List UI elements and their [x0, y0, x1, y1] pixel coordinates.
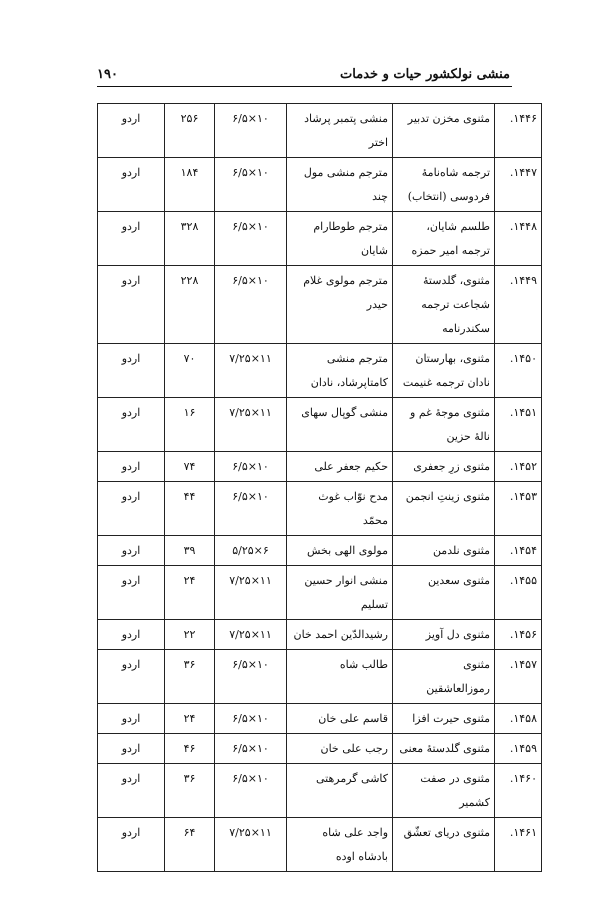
entry-title: مثنوی نلدمن: [393, 536, 495, 566]
entry-author: کاشی گرمرهتی: [287, 764, 393, 818]
entry-language: اردو: [98, 212, 165, 266]
table-row: [98, 344, 542, 398]
entry-language: اردو: [98, 452, 165, 482]
entry-pages: ۱۶: [165, 398, 215, 452]
entry-title: مثنوی مخزن تدبیر: [393, 104, 495, 158]
entry-size: ۱۰×۶/۵: [215, 212, 287, 266]
running-title: منشی نولکشور حیات و خدمات: [340, 67, 510, 82]
entry-author: مدح نوّاب غوث محمّد: [287, 482, 393, 536]
page-header: [97, 64, 512, 87]
entry-size: ۱۰×۶/۵: [215, 764, 287, 818]
table-row: [98, 764, 542, 818]
entry-pages: ۶۴: [165, 818, 215, 872]
entry-pages: ۲۴: [165, 566, 215, 620]
entry-number: ۱۴۵۳.: [495, 482, 542, 536]
entry-number: ۱۴۵۰.: [495, 344, 542, 398]
entry-number: ۱۴۵۸.: [495, 704, 542, 734]
entry-number: ۱۴۴۹.: [495, 266, 542, 344]
table-row: [98, 818, 542, 872]
table-row: [98, 104, 542, 158]
entry-language: اردو: [98, 566, 165, 620]
entry-title: مثنوی موجهٔ غم و نالهٔ حزین: [393, 398, 495, 452]
entry-number: ۱۴۶۱.: [495, 818, 542, 872]
catalog-table-body: [98, 104, 542, 872]
entry-pages: ۳۲۸: [165, 212, 215, 266]
entry-number: ۱۴۴۶.: [495, 104, 542, 158]
table-row: [98, 650, 542, 704]
entry-author: رشیدالدّین احمد خان: [287, 620, 393, 650]
entry-size: ۱۰×۶/۵: [215, 650, 287, 704]
entry-title: مثنوی در صفت کشمیر: [393, 764, 495, 818]
entry-title: مثنوی حیرت افزا: [393, 704, 495, 734]
table-row: [98, 536, 542, 566]
entry-size: ۱۰×۶/۵: [215, 734, 287, 764]
entry-language: اردو: [98, 266, 165, 344]
entry-size: ۱۱×۷/۲۵: [215, 818, 287, 872]
table-row: [98, 566, 542, 620]
entry-number: ۱۴۵۴.: [495, 536, 542, 566]
entry-author: رجب علی خان: [287, 734, 393, 764]
entry-size: ۱۰×۶/۵: [215, 266, 287, 344]
table-row: [98, 158, 542, 212]
table-row: [98, 734, 542, 764]
entry-author: قاسم علی خان: [287, 704, 393, 734]
entry-size: ۱۱×۷/۲۵: [215, 344, 287, 398]
entry-pages: ۷۰: [165, 344, 215, 398]
entry-size: ۶×۵/۲۵: [215, 536, 287, 566]
entry-language: اردو: [98, 764, 165, 818]
entry-author: منشی گوپال سهای: [287, 398, 393, 452]
table-row: [98, 266, 542, 344]
entry-language: اردو: [98, 818, 165, 872]
entry-language: اردو: [98, 344, 165, 398]
entry-number: ۱۴۵۷.: [495, 650, 542, 704]
catalog-table: [97, 103, 542, 872]
entry-number: ۱۴۴۷.: [495, 158, 542, 212]
entry-title: مثنوی، گلدستهٔ شجاعت ترجمه سکندرنامه: [393, 266, 495, 344]
entry-pages: ۲۲: [165, 620, 215, 650]
entry-pages: ۳۹: [165, 536, 215, 566]
page-number: ۱۹۰: [97, 67, 118, 82]
entry-size: ۱۰×۶/۵: [215, 452, 287, 482]
entry-title: مثنوی زینتِ انجمن: [393, 482, 495, 536]
entry-language: اردو: [98, 620, 165, 650]
entry-number: ۱۴۵۵.: [495, 566, 542, 620]
entry-size: ۱۰×۶/۵: [215, 704, 287, 734]
entry-size: ۱۱×۷/۲۵: [215, 566, 287, 620]
entry-size: ۱۱×۷/۲۵: [215, 398, 287, 452]
entry-pages: ۲۲۸: [165, 266, 215, 344]
table-row: [98, 452, 542, 482]
entry-language: اردو: [98, 398, 165, 452]
table-row: [98, 398, 542, 452]
entry-title: مثنوی دل آویز: [393, 620, 495, 650]
entry-author: منشی پتمبر پرشاد اختر: [287, 104, 393, 158]
entry-pages: ۲۵۶: [165, 104, 215, 158]
table-row: [98, 620, 542, 650]
entry-language: اردو: [98, 482, 165, 536]
entry-author: مولوی الهی بخش: [287, 536, 393, 566]
entry-size: ۱۰×۶/۵: [215, 158, 287, 212]
entry-pages: ۲۴: [165, 704, 215, 734]
entry-title: طلسم شایان، ترجمه امیر حمزه: [393, 212, 495, 266]
entry-title: ترجمه شاه‌نامهٔ فردوسی (انتخاب): [393, 158, 495, 212]
entry-language: اردو: [98, 536, 165, 566]
entry-author: حکیم جعفر علی: [287, 452, 393, 482]
entry-author: مترجم طوطارام شایان: [287, 212, 393, 266]
entry-author: مترجم منشی کامتاپرشاد، نادان: [287, 344, 393, 398]
entry-author: مترجم منشی مول چند: [287, 158, 393, 212]
entry-size: ۱۰×۶/۵: [215, 482, 287, 536]
entry-number: ۱۴۵۱.: [495, 398, 542, 452]
table-row: [98, 482, 542, 536]
entry-language: اردو: [98, 650, 165, 704]
entry-author: واجد علی شاه بادشاه اوده: [287, 818, 393, 872]
entry-pages: ۱۸۴: [165, 158, 215, 212]
entry-title: مثنوی زرِ جعفری: [393, 452, 495, 482]
entry-author: طالب شاه: [287, 650, 393, 704]
entry-number: ۱۴۵۹.: [495, 734, 542, 764]
entry-title: مثنوی رموزالعاشقین: [393, 650, 495, 704]
entry-number: ۱۴۵۶.: [495, 620, 542, 650]
entry-number: ۱۴۴۸.: [495, 212, 542, 266]
entry-number: ۱۴۵۲.: [495, 452, 542, 482]
entry-pages: ۳۶: [165, 764, 215, 818]
entry-language: اردو: [98, 734, 165, 764]
table-row: [98, 212, 542, 266]
entry-title: مثنوی، بهارستان نادان ترجمه غنیمت: [393, 344, 495, 398]
entry-pages: ۴۴: [165, 482, 215, 536]
entry-pages: ۴۶: [165, 734, 215, 764]
entry-title: مثنوی سعدین: [393, 566, 495, 620]
entry-title: مثنوی دریای تعشّق: [393, 818, 495, 872]
entry-pages: ۷۴: [165, 452, 215, 482]
entry-number: ۱۴۶۰.: [495, 764, 542, 818]
entry-language: اردو: [98, 704, 165, 734]
entry-size: ۱۱×۷/۲۵: [215, 620, 287, 650]
entry-language: اردو: [98, 104, 165, 158]
entry-size: ۱۰×۶/۵: [215, 104, 287, 158]
entry-pages: ۳۶: [165, 650, 215, 704]
table-row: [98, 704, 542, 734]
entry-author: مترجم مولوی غلام حیدر: [287, 266, 393, 344]
entry-language: اردو: [98, 158, 165, 212]
entry-author: منشی انوار حسین تسلیم: [287, 566, 393, 620]
entry-title: مثنوی گلدستهٔ معنی: [393, 734, 495, 764]
